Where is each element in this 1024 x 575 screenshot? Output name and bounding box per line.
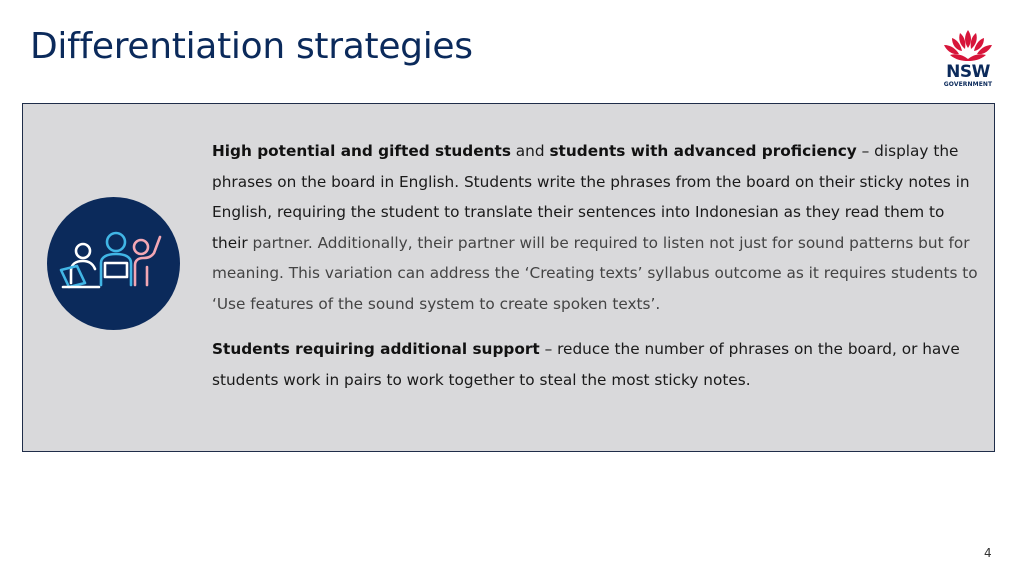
content-panel <box>22 103 995 452</box>
gifted-strategy-text: – display the phrases on the board in English. Students write the phrases from the board on their sticky notes in English, requiring the student to translate their sentences into Indonesian as they read them to their <box>212 142 970 252</box>
advanced-proficiency-label: students with advanced proficiency <box>549 142 857 160</box>
nsw-government-logo <box>938 28 998 90</box>
strategies-text <box>212 136 982 395</box>
additional-support-paragraph <box>212 334 982 395</box>
connector-text: and <box>510 142 550 160</box>
additional-support-text: – reduce the number of phrases on the board, or have students work in pairs to work together to steal the most sticky notes. <box>212 340 960 389</box>
logo-word-nsw: NSW <box>946 62 990 82</box>
gifted-students-paragraph <box>212 136 982 319</box>
page-number: 4 <box>984 546 992 560</box>
gifted-strategy-text-continued: partner. Additionally, their partner will be required to listen not just for sound patterns but for meaning. This variation can address the ‘Creating texts’ syllabus outcome as it requires students to ‘Use features of the sound system to create spoken texts’. <box>212 233 978 313</box>
logo-word-government: GOVERNMENT <box>943 81 993 88</box>
additional-support-label: Students requiring additional support <box>212 340 540 358</box>
students-group-icon <box>47 197 180 330</box>
slide-title: Differentiation strategies <box>30 26 473 67</box>
waratah-flower-icon <box>938 28 998 62</box>
gifted-students-label: High potential and gifted students <box>212 142 511 160</box>
